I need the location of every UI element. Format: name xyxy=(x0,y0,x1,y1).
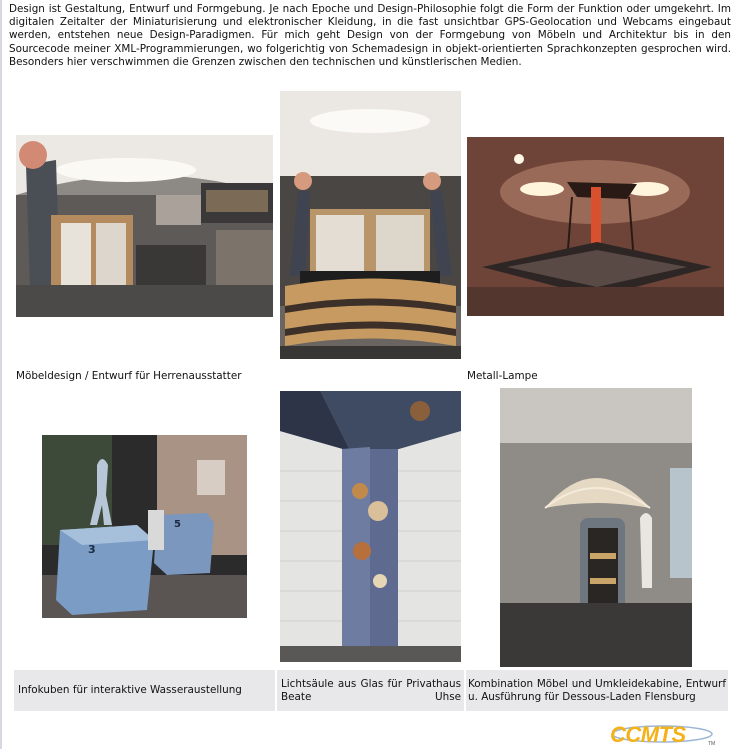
svg-text:5: 5 xyxy=(174,519,181,530)
photo-store-counter xyxy=(280,91,461,359)
left-border xyxy=(0,0,2,749)
ccmts-logo[interactable] xyxy=(610,721,720,747)
svg-text:3: 3 xyxy=(88,543,96,556)
caption-cell-info-cubes xyxy=(14,670,275,711)
svg-text:TM: TM xyxy=(708,741,716,747)
ccmts-logo-graphic xyxy=(610,721,720,747)
caption-changing-cabin: Kombination Möbel und Umkleidekabine, Entwurf u. Ausführung für Dessous-Laden Flensburg xyxy=(468,677,726,703)
caption-light-column: Lichtsäule aus Glas für Privathaus Beate Uhse xyxy=(281,677,461,703)
caption-furniture-design: Möbeldesign / Entwurf für Herrenausstatter xyxy=(16,370,242,382)
photo-menswear-store xyxy=(16,135,273,317)
photo-light-column xyxy=(280,391,461,662)
caption-cell-changing-cabin xyxy=(466,670,728,711)
photo-metal-lamp xyxy=(467,137,724,316)
caption-cell-light-column xyxy=(277,670,464,711)
intro-text: Design ist Gestaltung, Entwurf und Formgebung. Je nach Epoche und Design-Philosophie folgt die Form der Funktion oder umgekehrt. Im digitalen Zeitalter der Miniaturisierung und elektronischer Kleidung, in die fast unsichtbar GPS-Geolocation und Webcams eingebaut werden, entstehen neue Design-Paradigmen. Für mich geht Design von der Formgebung von Möbeln und Architektur bis in den Sourcecode meiner XML-Programmierungen, wo folgerichtig von Schemadesign in objekt-orientierten Sprachkonzepten gesprochen wird. Besonders hier verschwimmen die Grenzen zwischen den technischen und künstlerischen Medien. xyxy=(9,3,731,68)
caption-info-cubes: Infokuben für interaktive Wasseraustellung xyxy=(18,684,242,697)
caption-metal-lamp: Metall-Lampe xyxy=(467,370,538,382)
photo-changing-cabin xyxy=(500,388,692,667)
photo-info-cubes xyxy=(42,435,247,618)
svg-text:CCMTS: CCMTS xyxy=(610,722,686,747)
